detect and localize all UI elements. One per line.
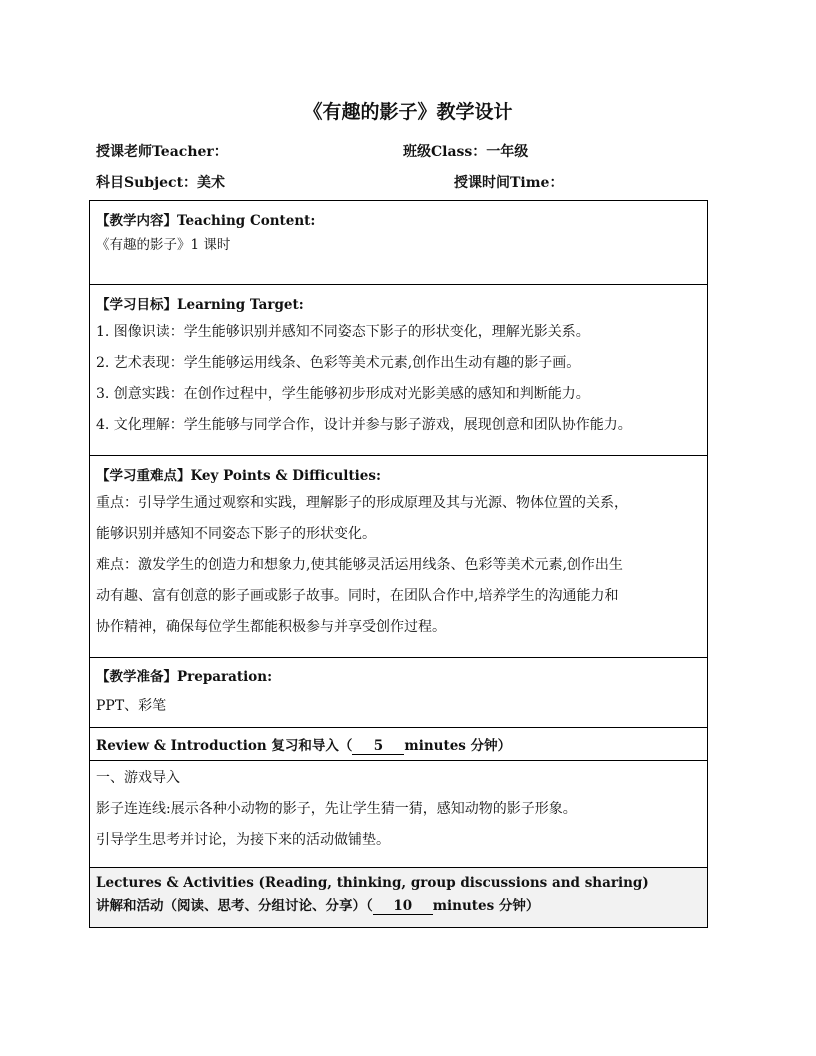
game-cell (90, 761, 708, 868)
target-item: 1. 图像识读：学生能够识别并感知不同姿态下影子的形状变化，理解光影关系。 (96, 324, 590, 340)
game-line: 引导学生思考并讨论，为接下来的活动做铺垫。 (96, 832, 390, 848)
review-label: Review & Introduction 复习和导入（ (96, 737, 353, 754)
key-points-line: 能够识别并感知不同姿态下影子的形状变化。 (96, 526, 376, 542)
lectures-line-1: Lectures & Activities (Reading, thinking, group discussions and sharing) (96, 875, 649, 891)
game-line: 一、游戏导入 (96, 770, 180, 786)
target-item: 3. 创意实践：在创作过程中，学生能够初步形成对光影美感的感知和判断能力。 (96, 386, 590, 402)
preparation-text: PPT、彩笔 (96, 698, 167, 714)
lectures-minutes: 10 (373, 898, 433, 915)
preparation-row (90, 658, 708, 728)
key-points-heading: 【学习重难点】Key Points & Difficulties: (96, 468, 381, 484)
key-points-line: 协作精神，确保每位学生都能积极参与并享受创作过程。 (96, 619, 446, 635)
subject-field: 科目Subject：美术 (96, 175, 226, 191)
class-field: 班级Class：一年级 (403, 144, 529, 160)
target-row (90, 285, 708, 456)
content-cell (90, 201, 708, 285)
target-item: 2. 艺术表现：学生能够运用线条、色彩等美术元素,创作出生动有趣的影子画。 (96, 355, 581, 371)
lectures-suffix: minutes 分钟） (432, 898, 540, 914)
key-points-line: 难点：激发学生的创造力和想象力,使其能够灵活运用线条、色彩等美术元素,创作出生 (96, 557, 623, 573)
review-minutes: 5 (352, 738, 404, 755)
content-heading: 【教学内容】Teaching Content: (96, 213, 316, 229)
lesson-plan-table (89, 200, 708, 928)
preparation-cell (90, 658, 708, 728)
content-row (90, 201, 708, 285)
review-row (90, 728, 708, 761)
target-cell (90, 285, 708, 456)
key-points-line: 重点：引导学生通过观察和实践，理解影子的形成原理及其与光源、物体位置的关系， (96, 495, 628, 511)
target-heading: 【学习目标】Learning Target: (96, 297, 304, 313)
game-line: 影子连连线:展示各种小动物的影子，先让学生猜一猜，感知动物的影子形象。 (96, 801, 577, 817)
key-points-cell (90, 456, 708, 658)
game-row (90, 761, 708, 868)
time-field: 授课时间Time： (454, 175, 564, 191)
target-item: 4. 文化理解：学生能够与同学合作，设计并参与影子游戏，展现创意和团队协作能力。 (96, 417, 632, 433)
review-suffix: minutes 分钟） (404, 737, 512, 754)
lectures-row (90, 868, 708, 928)
lectures-label: 讲解和活动（阅读、思考、分组讨论、分享）（ (96, 898, 373, 914)
lectures-cell (90, 868, 708, 928)
review-line (96, 734, 701, 755)
page-title: 《有趣的影子》教学设计 (303, 101, 513, 123)
key-points-row (90, 456, 708, 658)
lectures-line-2 (96, 894, 701, 915)
review-cell (90, 728, 708, 761)
key-points-line: 动有趣、富有创意的影子画或影子故事。同时，在团队合作中,培养学生的沟通能力和 (96, 588, 619, 604)
teacher-field: 授课老师Teacher： (96, 144, 228, 160)
preparation-heading: 【教学准备】Preparation: (96, 669, 273, 685)
content-text: 《有趣的影子》1 课时 (96, 237, 231, 253)
